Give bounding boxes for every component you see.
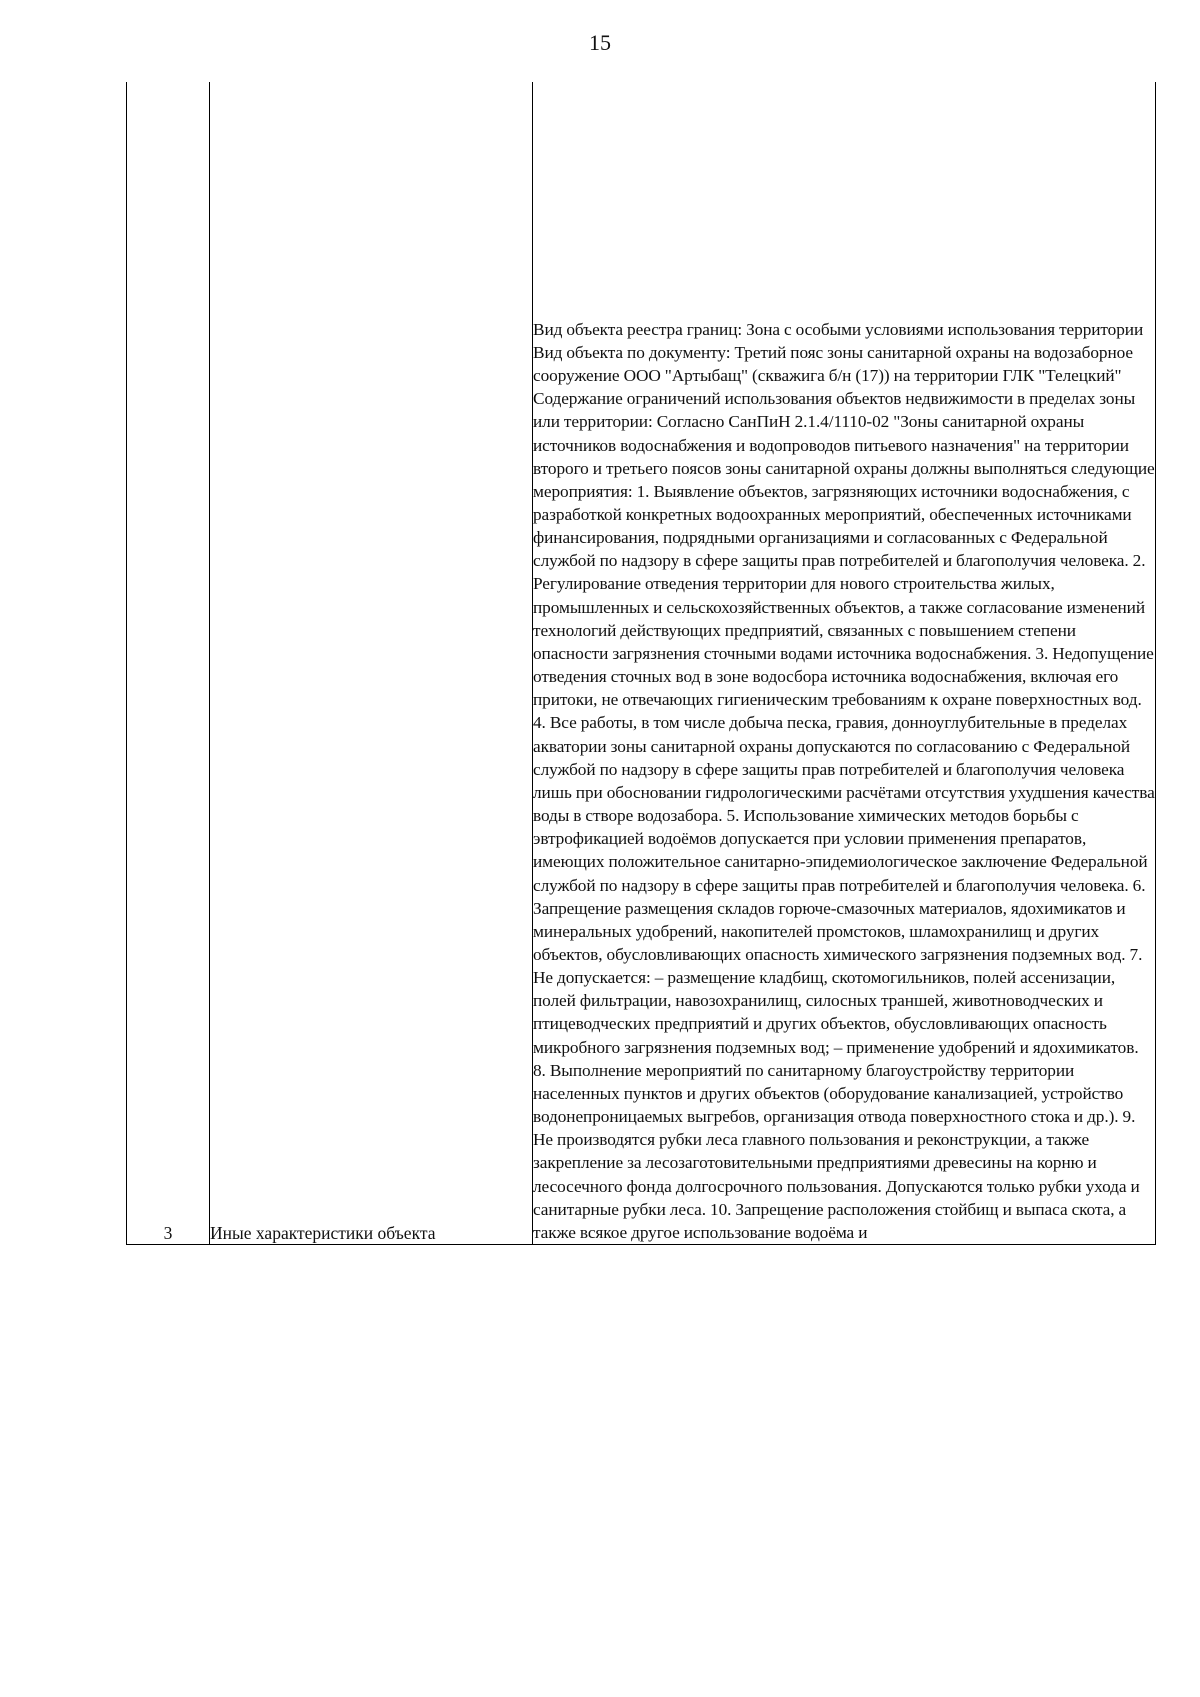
value-paragraph: Содержание ограничений использования объектов недвижимости в пределах зоны или территории: Согласно СанПиН 2.1.4/1110-02 "Зоны санитарной охраны источников водоснабжения и водопроводов питьевого назначения" на территории второго и третьего поясов зоны санитарной охраны должны выполняться следующие мероприятия: 1. Выявление объектов, загрязняющих источники водоснабжения, с разработкой конкретных водоохранных мероприятий, обеспеченных источниками финансирования, подрядными организациями и согласованных с Федеральной службой по надзору в сфере защиты прав потребителей и благополучия человека. 2. Регулирование отведения территории для нового строительства жилых, промышленных и сельскохозяйственных объектов, а также согласование изменений технологий действующих предприятий, связанных с повышением степени опасности загрязнения сточными водами источника водоснабжения. 3. Недопущение отведения сточных вод в зоне водосбора источника водоснабжения, включая его притоки, не отвечающих гигиеническим требованиям к охране поверхностных вод. 4. Все работы, в том числе добыча песка, гравия, донноуглубительные в пределах акватории зоны санитарной охраны допускаются по согласованию с Федеральной службой по надзору в сфере защиты прав потребителей и благополучия человека лишь при обосновании гидрологическими расчётами отсутствия ухудшения качества воды в створе водозабора. 5. Использование химических методов борьбы с эвтрофикацией водоёмов допускается при условии применения препаратов, имеющих положительное санитарно-эпидемиологическое заключение Федеральной службой по надзору в сфере защиты прав потребителей и благополучия человека. 6. Запрещение размещения складов горюче-смазочных материалов, ядохимикатов и минеральных удобрений, накопителей промстоков, шламохранилищ и других объектов, обусловливающих опасность химического загрязнения подземных вод. 7. Не допускается: – размещение кладбищ, скотомогильников, полей ассенизации, полей фильтрации, навозохранилищ, силосных траншей, животноводческих и птицеводческих предприятий и других объектов, обусловливающих опасность микробного загрязнения подземных вод; – применение удобрений и ядохимикатов. 8. Выполнение мероприятий по санитарному благоустройству территории населенных пунктов и других объектов (оборудование канализацией, устройство водонепроницаемых выгребов, организация отвода поверхностного стока и др.). 9. Не производятся рубки леса главного пользования и реконструкции, а также закрепление за лесозаготовительными предприятиями древесины на корню и лесосечного фонда долгосрочного пользования. Допускаются только рубки ухода и санитарные рубки леса. 10. Запрещение расположения стойбищ и выпаса скота, а также всякое другое использование водоёма и	[533, 389, 1155, 1242]
row-name: Иные характеристики объекта	[210, 82, 533, 1245]
row-number: 3	[127, 82, 210, 1245]
row-value	[533, 82, 1156, 1245]
characteristics-table	[126, 82, 1156, 1245]
value-paragraph: Вид объекта по документу: Третий пояс зоны санитарной охраны на водозаборное сооружение ООО "Артыбащ" (скважига б/н (17)) на территории ГЛК "Телецкий"	[533, 342, 1133, 386]
page-number: 15	[589, 30, 611, 55]
value-paragraph: Вид объекта реестра границ: Зона с особыми условиями использования территории	[533, 319, 1144, 339]
table-row	[127, 82, 1156, 1245]
